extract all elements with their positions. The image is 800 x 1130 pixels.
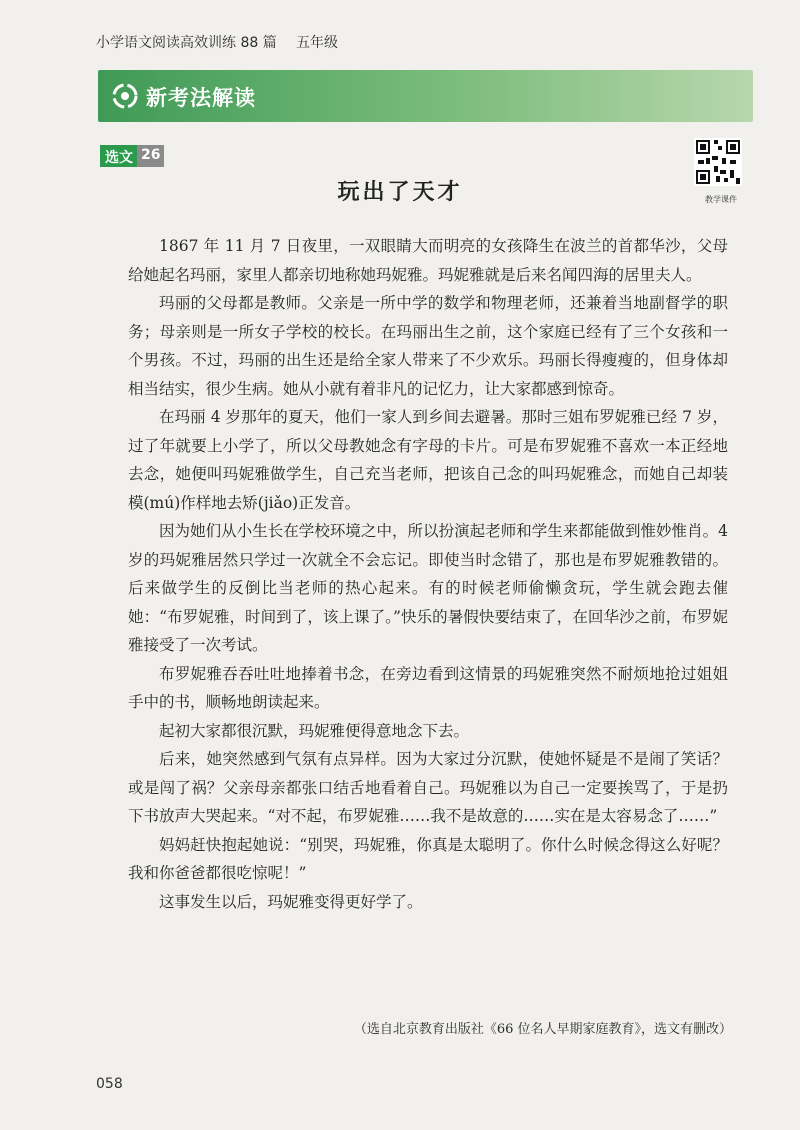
passage-tag-label: 选文	[100, 145, 137, 167]
paragraph: 在玛丽 4 岁那年的夏天，他们一家人到乡间去避暑。那时三姐布罗妮雅已经 7 岁，过了年就要上小学了，所以父母教她念有字母的卡片。可是布罗妮雅不喜欢一本正经地去念，她便叫玛妮雅做学生，自己充当老师，把该自己念的叫玛妮雅念，而她自己却装模(mú)作样地去矫(jiǎo)正发音。	[128, 408, 728, 512]
section-title: 新考法解读	[146, 86, 256, 110]
paragraph: 起初大家都很沉默，玛妮雅便得意地念下去。	[159, 721, 470, 740]
paragraph: 因为她们从小生长在学校环境之中，所以扮演起老师和学生来都能做到惟妙惟肖。4 岁的玛妮雅居然只学过一次就全不会忘记。即使当时念错了，那也是布罗妮雅教错的。后来做学生的反倒比当老师的热心起来。有的时候老师偷懒贪玩，学生就会跑去催她：“布罗妮雅，时间到了，该上课了。”快乐的暑假快要结束了，在回华沙之前，布罗妮雅接受了一次考试。	[128, 522, 728, 654]
paragraph: 布罗妮雅吞吞吐吐地捧着书念，在旁边看到这情景的玛妮雅突然不耐烦地抢过姐姐手中的书，顺畅地朗读起来。	[128, 664, 728, 711]
paragraph: 玛丽的父母都是教师。父亲是一所中学的数学和物理老师，还兼着当地副督学的职务；母亲则是一所女子学校的校长。在玛丽出生之前，这个家庭已经有了三个女孩和一个男孩。不过，玛丽的出生还是给全家人带来了不少欢乐。玛丽长得瘦瘦的，但身体却相当结实，很少生病。她从小就有着非凡的记忆力，让大家都感到惊奇。	[128, 294, 728, 398]
article-body	[128, 232, 728, 916]
paragraph: 妈妈赶快抱起她说：“别哭，玛妮雅，你真是太聪明了。你什么时候念得这么好呢？我和你爸爸都很吃惊呢！”	[128, 835, 728, 882]
recycle-leaf-icon	[112, 83, 138, 109]
source-citation: （选自北京教育出版社《66 位名人早期家庭教育》，选文有删改）	[353, 1022, 732, 1037]
grade-label: 五年级	[296, 35, 338, 51]
paragraph: 后来，她突然感到气氛有点异样。因为大家过分沉默，使她怀疑是不是闹了笑话？或是闯了祸？父亲母亲都张口结舌地看着自己。玛妮雅以为自己一定要挨骂了，于是扔下书放声大哭起来。“对不起，布罗妮雅……我不是故意的……实在是太容易念了……”	[128, 750, 728, 825]
passage-tag-number: 26	[137, 145, 164, 167]
article-title: 玩出了天才	[337, 179, 463, 205]
qr-caption: 教学课件	[705, 195, 737, 204]
book-series-title: 小学语文阅读高效训练 88 篇	[96, 35, 277, 51]
passage-tag	[100, 145, 164, 167]
section-banner	[98, 70, 753, 122]
paragraph: 这事发生以后，玛妮雅变得更好学了。	[159, 892, 423, 911]
paragraph: 1867 年 11 月 7 日夜里，一双眼睛大而明亮的女孩降生在波兰的首都华沙，父母给她起名玛丽，家里人都亲切地称她玛妮雅。玛妮雅就是后来名闻四海的居里夫人。	[128, 237, 728, 284]
page-number: 058	[96, 1076, 123, 1092]
